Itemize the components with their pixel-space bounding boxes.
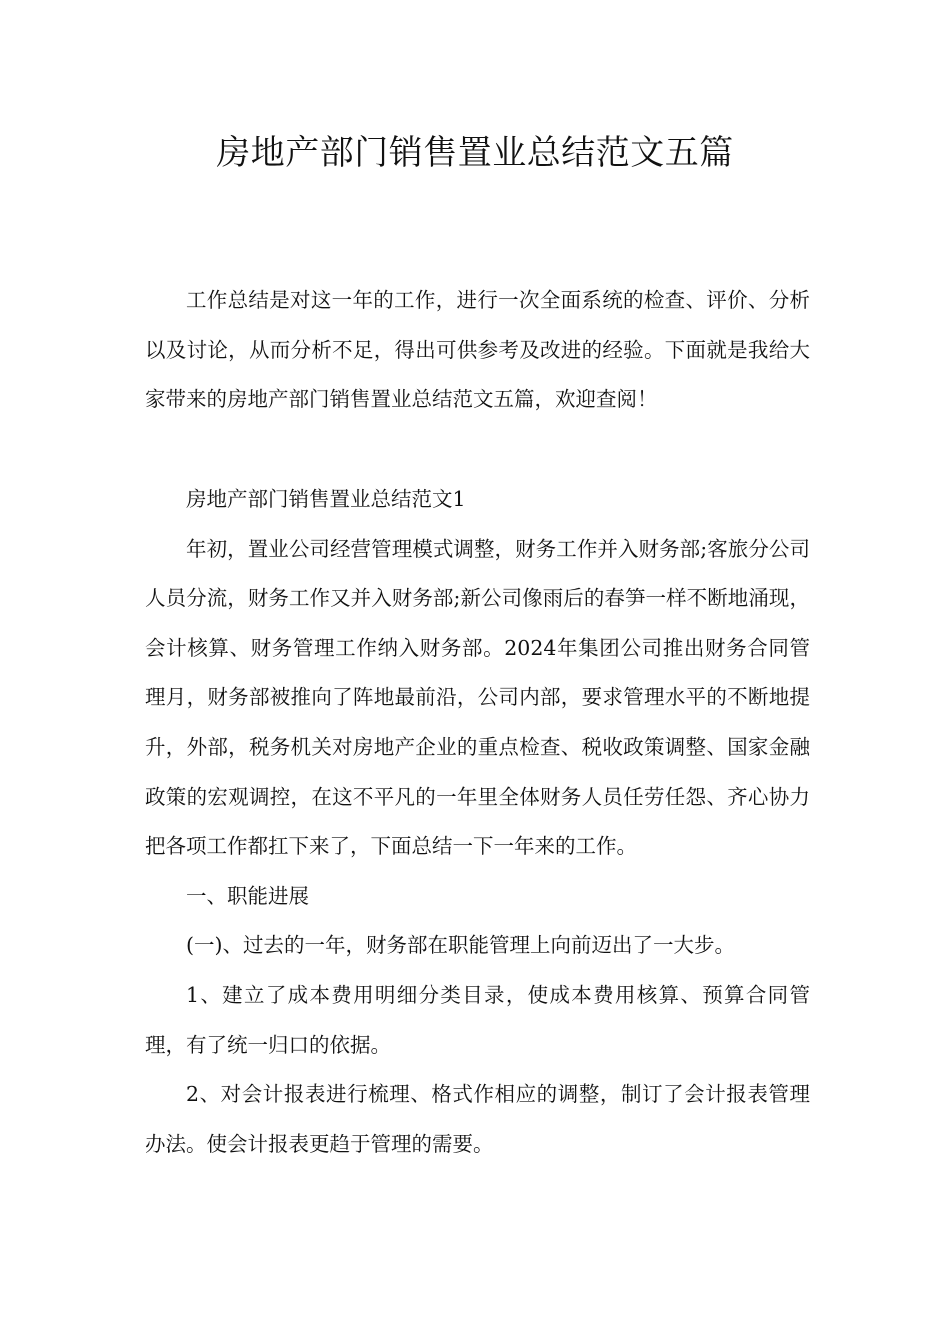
- section-heading: 房地产部门销售置业总结范文1: [186, 487, 466, 511]
- subheading-functions: 一、职能进展: [186, 883, 309, 908]
- intro-block: [145, 276, 810, 425]
- content-block: [145, 475, 810, 1169]
- body-paragraph: 年初，置业公司经营管理模式调整，财务工作并入财务部;客旅分公司人员分流，财务工作又并入财务部;新公司像雨后的春笋一样不断地涌现，会计核算、财务管理工作纳入财务部。2024年集团公司推出财务合同管理月，财务部被推向了阵地最前沿，公司内部，要求管理水平的不断地提升，外部，税务机关对房地产企业的重点检查、税收政策调整、国家金融政策的宏观调控，在这不平凡的一年里全体财务人员任劳任怨、齐心协力把各项工作都扛下来了，下面总结一下一年来的工作。: [145, 536, 810, 859]
- document-title: 房地产部门销售置业总结范文五篇: [216, 133, 734, 173]
- list-item: 1、建立了成本费用明细分类目录，使成本费用核算、预算合同管理，有了统一归口的依据。: [145, 982, 810, 1057]
- intro-paragraph: 工作总结是对这一年的工作，进行一次全面系统的检查、评价、分析以及讨论，从而分析不足，得出可供参考及改进的经验。下面就是我给大家带来的房地产部门销售置业总结范文五篇，欢迎查阅！: [145, 288, 810, 412]
- list-item: 2、对会计报表进行梳理、格式作相应的调整，制订了会计报表管理办法。使会计报表更趋于管理的需要。: [145, 1082, 810, 1156]
- body-paragraph: (一)、过去的一年，财务部在职能管理上向前迈出了一大步。: [186, 933, 735, 958]
